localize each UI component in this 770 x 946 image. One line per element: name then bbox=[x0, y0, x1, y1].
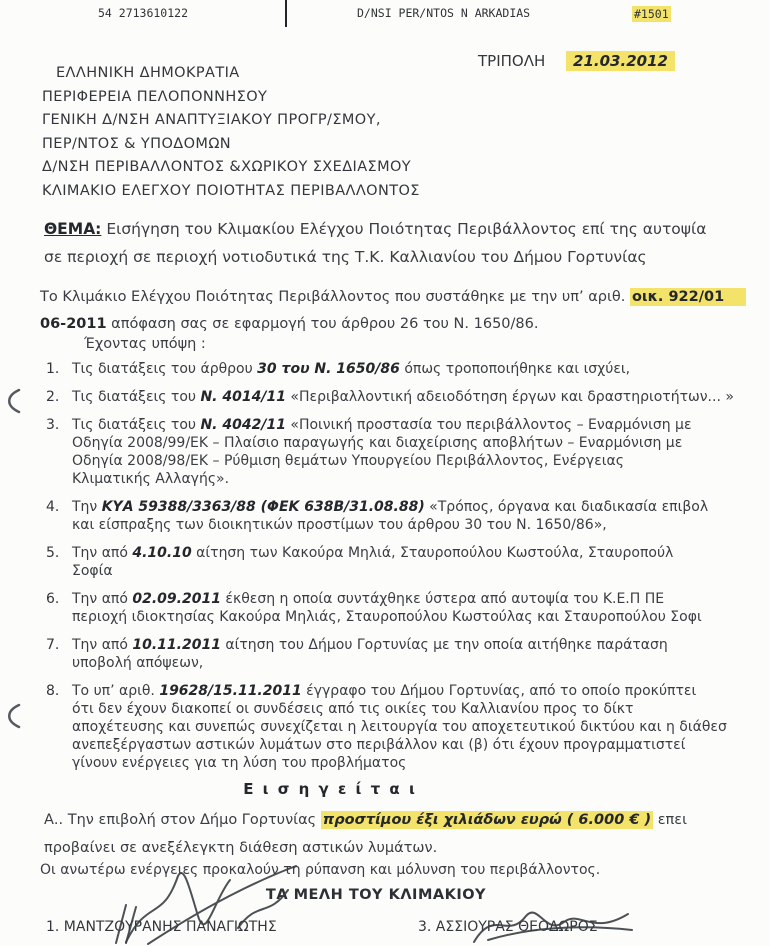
list-item bbox=[46, 360, 734, 378]
signature-stroke-member3 bbox=[468, 906, 640, 946]
signature-stroke-member1 bbox=[118, 860, 308, 946]
scan-line-artifact bbox=[285, 0, 287, 27]
hole-punch-mark bbox=[2, 388, 22, 414]
signature-stroke-initials bbox=[112, 903, 146, 945]
member-name-3: 3. ΑΣΣΙΟΥΡΑΣ ΘΕΟΔΩΡΟΣ bbox=[418, 919, 598, 935]
dateline bbox=[478, 52, 675, 70]
list-item-number: 6. bbox=[46, 591, 60, 607]
intro-line: Το Κλιμάκιο Ελέγχου Ποιότητας Περιβάλλοντος που συστάθηκε με την υπ’ αριθ. οικ. 922/01 bbox=[40, 284, 746, 311]
date-stamp: 21.03.2012 bbox=[566, 51, 675, 71]
fax-page-counter: #1501 bbox=[634, 7, 669, 21]
list-item-lines bbox=[72, 544, 734, 580]
letterhead-line: ΚΛΙΜΑΚΙΟ ΕΛΕΓΧΟΥ ΠΟΙΟΤΗΤΑΣ ΠΕΡΙΒΑΛΛΟΝΤΟΣ bbox=[42, 182, 420, 199]
considerations-list bbox=[46, 360, 734, 782]
letterhead-line: ΠΕΡΙΦΕΡΕΙΑ ΠΕΛΟΠΟΝΝΗΣΟΥ bbox=[42, 88, 268, 105]
member-name-1: 1. ΜΑΝΤΖΟΥΡΑΝΗΣ ΠΑΝΑΓΙΩΤΗΣ bbox=[46, 919, 277, 935]
letterhead-line: ΠΕΡ/ΝΤΟΣ & ΥΠΟΔΟΜΩΝ bbox=[42, 135, 232, 152]
list-item-line: και είσπραξης των διοικητικών προστίμων του άρθρου 30 του Ν. 1650/86», bbox=[72, 517, 607, 533]
list-item-line: Την ΚΥΑ 59388/3363/88 (ΦΕΚ 638Β/31.08.88) «Τρόπος, όργανα και διαδικασία επιβολ bbox=[72, 499, 709, 515]
letterhead bbox=[42, 62, 420, 203]
list-item-line: Την από 10.11.2011 αίτηση του Δήμου Γορτυνίας με την οποία αιτήθηκε παράταση bbox=[72, 637, 668, 653]
list-item-line: Την από 4.10.10 αίτηση των Κακούρα Μηλιά, Σταυροπούλου Κωστούλα, Σταυροπούλ bbox=[72, 545, 674, 561]
fax-station-id: D/NSI PER/NTOS N ARKADIAS bbox=[357, 6, 531, 20]
decision-paragraph bbox=[44, 806, 687, 862]
list-item-line: Τις διατάξεις του άρθρου 30 του Ν. 1650/86 όπως τροποποιήθηκε και ισχύει, bbox=[72, 361, 631, 377]
intro-line: 06-2011 απόφαση σας σε εφαρμογή του άρθρου 26 του Ν. 1650/86. bbox=[40, 316, 539, 332]
list-item bbox=[46, 498, 734, 534]
list-item-number: 1. bbox=[46, 361, 60, 377]
list-item-lines bbox=[72, 636, 734, 672]
list-item-line: ότι δεν έχουν διακοπεί οι συνδέσεις από τις οικίες του Καλλιανίου προς το δίκτ bbox=[72, 701, 634, 717]
list-item bbox=[46, 590, 734, 626]
letterhead-line: Δ/ΝΣΗ ΠΕΡΙΒΑΛΛΟΝΤΟΣ &ΧΩΡΙΚΟΥ ΣΧΕΔΙΑΣΜΟΥ bbox=[42, 159, 412, 175]
decision-line: Α.. Την επιβολή στον Δήμο Γορτυνίας προστίμου έξι χιλιάδων ευρώ ( 6.000 € ) επει bbox=[44, 812, 688, 828]
list-item-line: Σοφία bbox=[72, 563, 113, 579]
list-item-lines bbox=[72, 360, 734, 378]
list-item-number: 8. bbox=[46, 683, 60, 699]
list-item-line: υποβολή απόψεων, bbox=[72, 655, 204, 671]
list-item-line: γίνουν ενέργειες για τη λύση του προβλήματος bbox=[72, 755, 407, 771]
list-item-lines bbox=[72, 416, 734, 488]
list-item-line: Οδηγία 2008/99/ΕΚ – Πλαίσιο παραγωγής και διαχείρισης αποβλήτων – Εναρμόνιση με bbox=[72, 435, 683, 451]
closing-line: Οι ανωτέρω ενέργειες προκαλούν τη ρύπανση και μόλυνση του περιβάλλοντος. bbox=[40, 862, 601, 878]
list-item-line: Την από 02.09.2011 έκθεση η οποία συντάχθηκε ύστερα από αυτοψία του Κ.Ε.Π ΠΕ bbox=[72, 591, 665, 607]
list-item-line: Οδηγία 2008/98/ΕΚ – Ρύθμιση θεμάτων Υπουργείου Περιβάλλοντος, Ενέργειας bbox=[72, 453, 624, 469]
subject-line: σε περιοχή σε περιοχή νοτιοδυτικά της Τ.Κ. Καλλιανίου του Δήμου Γορτυνίας bbox=[44, 247, 647, 266]
list-item-lines bbox=[72, 388, 734, 406]
list-item bbox=[46, 388, 734, 406]
list-item-number: 7. bbox=[46, 637, 60, 653]
list-item-number: 5. bbox=[46, 545, 60, 561]
list-item-line: Κλιματικής Αλλαγής». bbox=[72, 471, 230, 487]
subject-line: ΘΕΜΑ: Εισήγηση του Κλιμακίου Ελέγχου Ποιότητας Περιβάλλοντος επί της αυτοψία bbox=[44, 220, 707, 238]
dateline-place: ΤΡΙΠΟΛΗ bbox=[478, 52, 546, 70]
list-item-line: Το υπ’ αριθ. 19628/15.11.2011 έγγραφο του Δήμου Γορτυνίας, από το οποίο προκύπτει bbox=[72, 683, 697, 699]
intro-paragraph bbox=[40, 284, 746, 338]
list-item-lines bbox=[72, 498, 734, 534]
hole-punch-mark bbox=[2, 703, 22, 729]
signatures-heading: ΤΑ ΜΕΛΗ ΤΟΥ ΚΛΙΜΑΚΙΟΥ bbox=[265, 887, 487, 903]
list-item-line: περιοχή ιδιοκτησίας Κακούρα Μηλιάς, Σταυροπούλου Κωστούλας και Σταυροπούλου Σοφι bbox=[72, 609, 702, 625]
letterhead-line: ΓΕΝΙΚΗ Δ/ΝΣΗ ΑΝΑΠΤΥΞΙΑΚΟΥ ΠΡΟΓΡ/ΣΜΟΥ, bbox=[42, 112, 381, 128]
list-item-number: 3. bbox=[46, 417, 60, 433]
decision-line: προβαίνει σε ανεξέλεγκτη διάθεση αστικών λυμάτων. bbox=[44, 840, 438, 856]
having-regard-line: Έχοντας υπόψη : bbox=[84, 336, 206, 352]
proposes-heading: Ε ι σ η γ ε ί τ α ι bbox=[243, 780, 417, 798]
list-item-lines bbox=[72, 590, 734, 626]
list-item bbox=[46, 416, 734, 488]
letterhead-line: ΕΛΛΗΝΙΚΗ ΔΗΜΟΚΡΑΤΙΑ bbox=[56, 65, 240, 81]
list-item-line: αποχέτευσης και συνεπώς συνεχίζεται η λειτουργία του αποχετευτικού δικτύου και η διάθεσ bbox=[72, 719, 727, 735]
fax-number: 54 2713610122 bbox=[98, 6, 189, 20]
list-item bbox=[46, 636, 734, 672]
subject-block bbox=[44, 216, 706, 271]
list-item-line: Τις διατάξεις του Ν. 4014/11 «Περιβαλλοντική αδειοδότηση έργων και δραστηριοτήτων... » bbox=[72, 389, 734, 405]
list-item-number: 2. bbox=[46, 389, 60, 405]
list-item-number: 4. bbox=[46, 499, 60, 515]
list-item bbox=[46, 682, 734, 772]
list-item-line: Τις διατάξεις του Ν. 4042/11 «Ποινική προστασία του περιβάλλοντος – Εναρμόνιση με bbox=[72, 417, 692, 433]
fax-header bbox=[0, 6, 770, 24]
list-item-line: ανεπεξέργαστων αστικών λυμάτων στο περιβάλλον και (β) ότι έχουν προγραμματιστεί bbox=[72, 737, 686, 753]
list-item bbox=[46, 544, 734, 580]
list-item-lines bbox=[72, 682, 734, 772]
